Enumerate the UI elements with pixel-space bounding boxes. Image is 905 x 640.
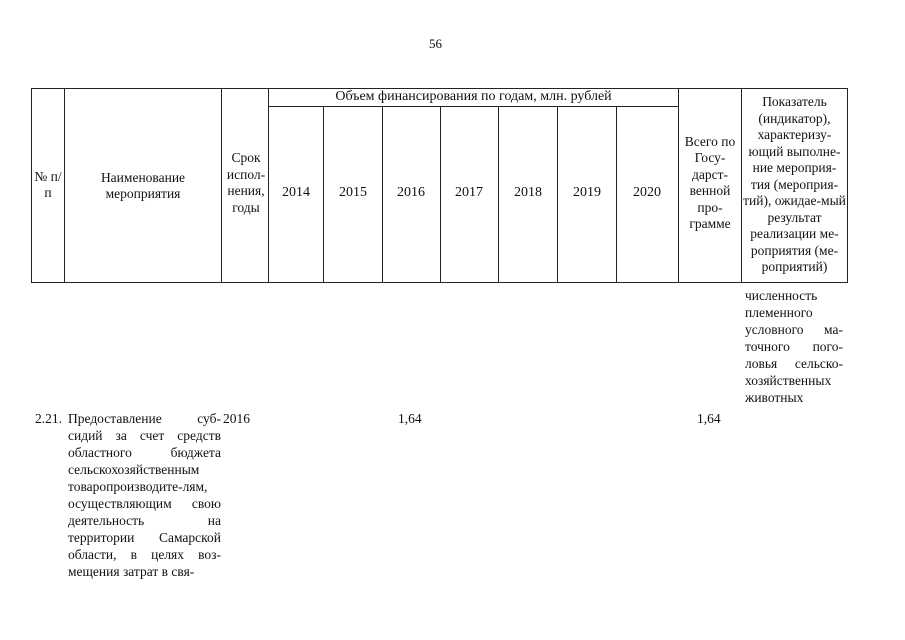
- header-total: Всего по Госу-дарст-венной про-грамме: [684, 133, 736, 231]
- row-name: Предоставление суб-сидий за счет средств областного бюджета сельскохозяйственным товаропроизводите-лям, осуществляющим свою деятельность на территории Самарской области, в целях воз-мещения затрат в свя-: [68, 411, 221, 579]
- indicator-continued-text: численность племенного условного ма-точного пого-ловья сельско-хозяйственных животных: [745, 288, 843, 405]
- header-year-2017: 2017: [455, 185, 483, 200]
- header-num: № п/п: [34, 168, 62, 200]
- row-value-2016: 1,64: [398, 411, 422, 426]
- row-total: 1,64: [697, 411, 721, 426]
- row-term: 2016: [223, 411, 250, 426]
- header-year-2015: 2015: [339, 185, 367, 200]
- page-number: 56: [429, 36, 442, 51]
- header-year-2014: 2014: [282, 185, 310, 200]
- header-funding-group: Объем финансирования по годам, млн. рублей: [335, 89, 612, 105]
- header-year-2016: 2016: [397, 185, 425, 200]
- header-name: Наименование мероприятия: [100, 169, 186, 201]
- header-term: Срок испол-нения, годы: [226, 150, 266, 215]
- header-year-2018: 2018: [514, 185, 542, 200]
- header-indicator: Показатель (индикатор), характеризу-ющий выполне-ние мероприя-тия (мероприя-тий), ожидае-мый результат реализации ме-роприятия (ме-роприятий): [743, 94, 846, 275]
- row-number: 2.21.: [35, 411, 62, 426]
- header-year-2020: 2020: [633, 185, 661, 200]
- header-year-2019: 2019: [573, 185, 601, 200]
